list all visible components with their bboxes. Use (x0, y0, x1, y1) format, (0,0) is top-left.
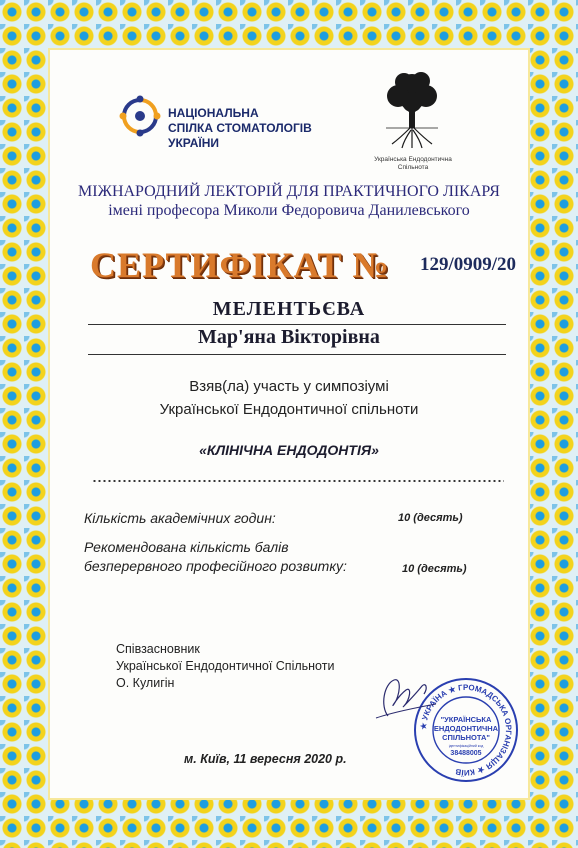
dotted-divider (92, 480, 504, 482)
cofounder-line-1: Співзасновник (116, 642, 200, 656)
lectorium-line-2: імені професора Миколи Федоровича Данилевського (108, 202, 470, 219)
nsu-line: УКРАЇНИ (168, 136, 220, 150)
nsu-line: НАЦІОНАЛЬНА (168, 106, 259, 120)
stamp-ring-text: ★ УКРАЇНА ★ ГРОМАДСЬКА ОРГАНІЗАЦІЯ ★ КИЇВ (418, 682, 514, 778)
nsu-line: СПІЛКА СТОМАТОЛОГІВ (168, 121, 312, 135)
name-underline (88, 354, 506, 355)
points-label (84, 538, 347, 576)
participation-line-2: Української Ендодонтичної спільноти (159, 401, 419, 418)
points-label-line-2: безперервного професійного розвитку: (84, 558, 347, 574)
cofounder-line-2: Української Ендодонтичної Спільноти (116, 659, 335, 673)
points-value: 10 (десять) (402, 563, 467, 575)
certificate-number: 129/0909/20 (420, 254, 517, 275)
stamp-center-line-3: СПІЛЬНОТА" (442, 733, 490, 742)
points-label-line-1: Рекомендована кількість балів (84, 539, 289, 555)
uec-caption (356, 156, 470, 172)
participation-text (48, 375, 530, 421)
stamp-code-label: ідентифікаційний код (448, 744, 484, 748)
stamp-center-line-1: "УКРАЇНСЬКА (440, 715, 492, 724)
name-underline (88, 324, 506, 325)
symposium-topic: «КЛІНІЧНА ЕНДОДОНТІЯ» (199, 442, 379, 458)
recipient-given-names: Мар'яна Вікторівна (198, 326, 380, 348)
hours-label: Кількість академічних годин: (84, 510, 276, 526)
lectorium-line-1: МІЖНАРОДНИЙ ЛЕКТОРІЙ ДЛЯ ПРАКТИЧНОГО ЛІКАРЯ (78, 183, 500, 200)
uec-caption-line: Українська Ендодонтична (374, 156, 452, 163)
nsu-name (168, 106, 338, 151)
stamp-center-line-2: ЕНДОДОНТИЧНА (433, 724, 499, 733)
lectorium-heading (48, 182, 530, 220)
signature-icon (370, 666, 440, 726)
cofounder-line-3: О. Кулигін (116, 676, 175, 690)
participation-line-1: Взяв(ла) участь у симпозіумі (189, 378, 389, 395)
recipient-surname: МЕЛЕНТЬЄВА (212, 298, 366, 320)
cofounder-block (116, 641, 334, 692)
place-and-date: м. Київ, 11 вересня 2020 р. (184, 752, 347, 766)
uec-caption-line: Спільнота (397, 164, 429, 171)
tree-logo-icon (380, 68, 444, 152)
stamp-code: 38488005 (450, 750, 482, 757)
hours-value: 10 (десять) (398, 512, 463, 524)
certificate-title: СЕРТИФІКАТ № (90, 245, 390, 285)
nsu-logo-icon (118, 94, 162, 138)
